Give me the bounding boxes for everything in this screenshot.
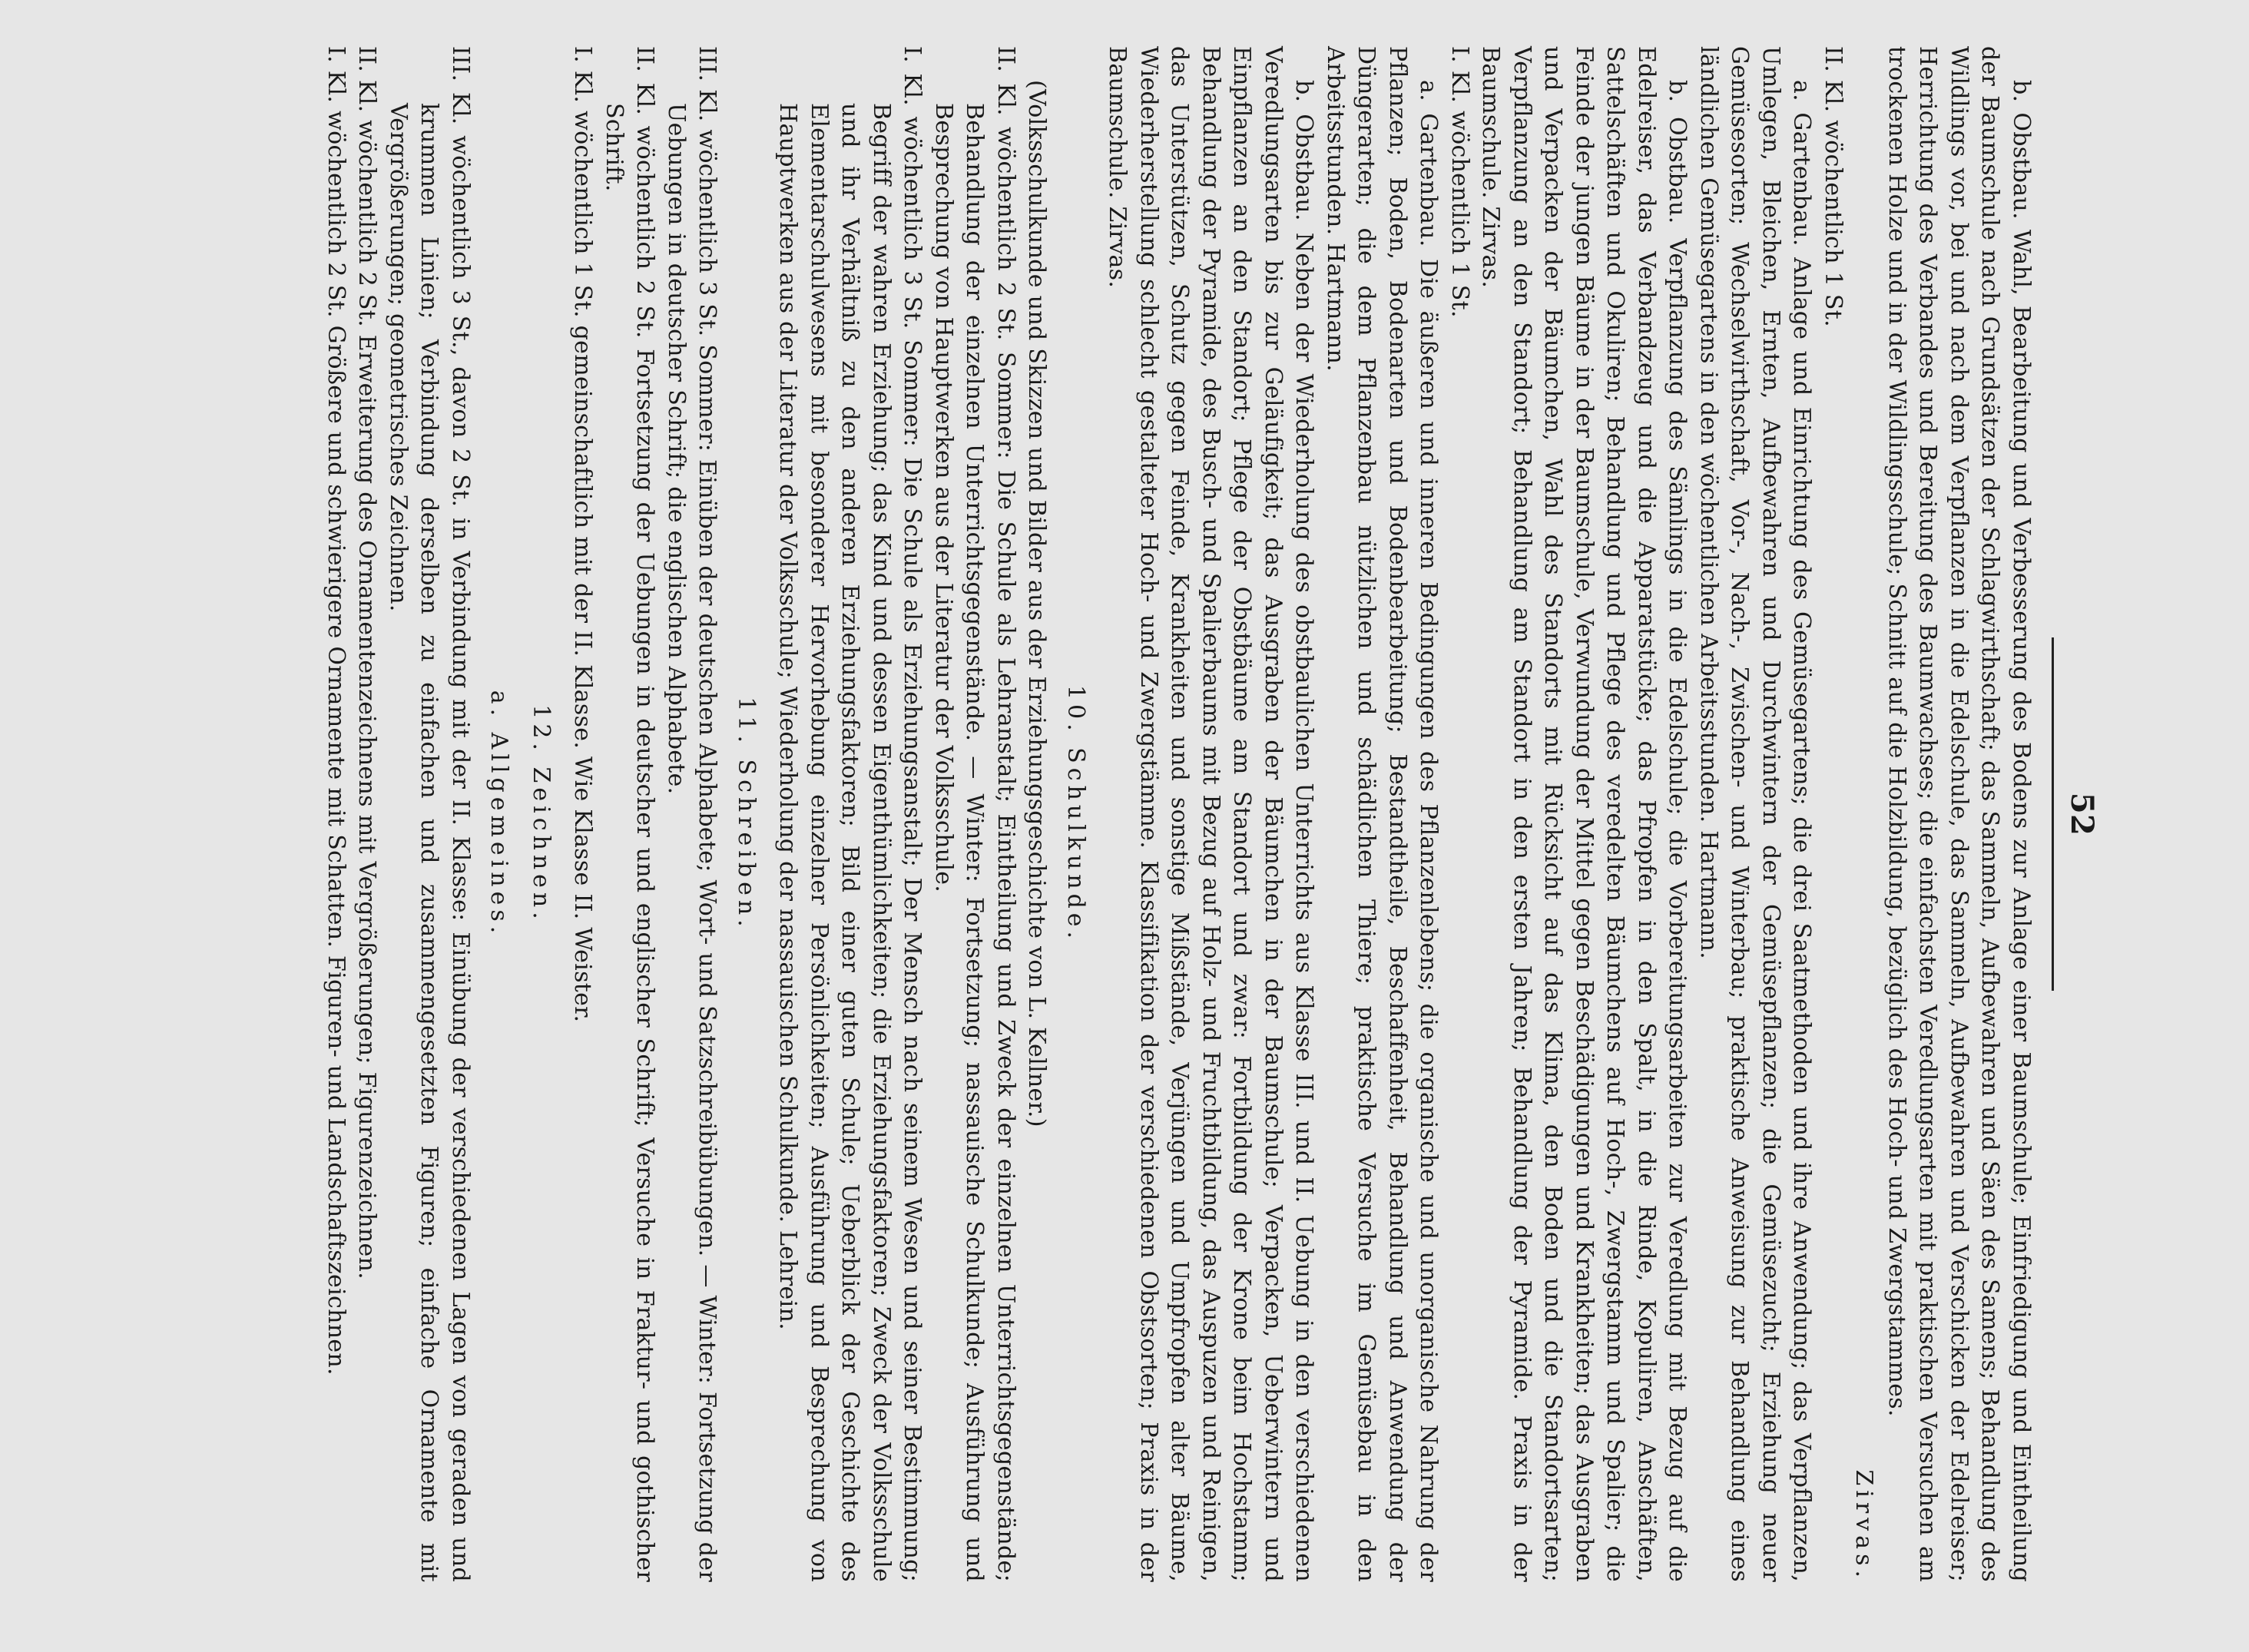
paragraph: III. Kl. wöchentlich 3 St., davon 2 St. in Verbindung mit der II. Klasse: Einübung der verschiedenen Lagen von geraden und krummen Linien; Verbindung derselben zu einfachen und zusammengesetzten Figuren; einfache Ornamente mit Vergrößerungen; geometrisches Zeichnen. xyxy=(385,46,474,1582)
paragraph: II. Kl. wöchentlich 1 St. xyxy=(1820,46,1847,327)
paragraph: III. Kl. wöchentlich 3 St. Sommer: Einüben der deutschen Alphabete; Wort- und Satzschreibübungen. — Winter: Fortsetzung der Uebungen in deutscher Schrift; die englischen Alphabete. xyxy=(663,46,721,1582)
paragraph: II. Kl. wöchentlich 2 St. Fortsetzung der Uebungen in deutscher und englischer Schrift; Versuche in Fraktur- und gothischer Schrift. xyxy=(601,46,659,1582)
section-heading: 10. Schulkunde. xyxy=(1062,684,1089,944)
paragraph: b. Obstbau. Wahl, Bearbeitung und Verbesserung des Bodens zur Anlage einer Baumschule; Einfriedigung und Eintheilung der Baumschule nach Grundsätzen der Schlagwirthschaft; das Sammeln, Aufbewahren und Säen des Samens; Behandlung des Wildlings vor, bei und nach dem Verpflanzen in die Edelschule, das Sammeln, Aufbewahren und Verschicken der Edelreiser; Herrichtung des Verbandes und Bereitung des Baumwachses; die einfachsten Veredlungsarten mit praktischen Versuchen am trockenen Holze und in der Wildlingsschule; Schnitt auf die Holzbildung, bezüglich des Hoch- und Zwergstammes. xyxy=(1883,46,2035,1582)
section-heading: 12. Zeichnen. xyxy=(528,704,555,924)
paragraph: I. Kl. wöchentlich 3 St. Sommer: Die Schule als Erziehungsanstalt; Der Mensch nach seinem Wesen und seiner Bestimmung; Begriff der wahren Erziehung; das Kind und dessen Eigenthümlichkeiten; die Erziehungsfaktoren; Zweck der Volksschule und ihr Verhältniß zu den anderen Erziehungsfaktoren; Bild einer guten Schule; Ueberblick der Geschichte des Elementarschulwesens mit besonderer Hervorhebung einzelner Persönlichkeiten; Ausführung und Besprechung von Hauptwerken aus der Literatur der Volksschule; Wiederholung der nassauischen Schulkunde. Lehrein. xyxy=(774,46,926,1582)
paragraph: II. Kl. wöchentlich 2 St. Erweiterung des Ornamentenzeichnens mit Vergrößerungen; Figurenzeichnen. xyxy=(353,46,381,1280)
paragraph: b. Obstbau. Verpflanzung des Sämlings in die Edelschule; die Vorbereitungsarbeiten zur Veredlung mit Bezug auf die Edelreiser, das Verbandzeug und die Apparatstücke; das Pfropfen in den Spalt, in die Rinde, Kopuliren, Anschäften, Sattelschäften und Okuliren; Behandlung und Pflege des veredelten Bäumchens auf Hoch-, Zwergstamm und Spalier; die Feinde der jungen Bäume in der Baumschule, Verwundung der Mittel gegen Beschädigungen und Krankheiten; das Ausgraben und Verpacken der Bäumchen, Wahl des Standorts mit Rücksicht auf das Klima, den Boden und die Standortsarten; Verpflanzung an den Standort; Behandlung am Standort in den ersten Jahren; Behandlung der Pyramide. Praxis in der Baumschule. Zirvas. xyxy=(1477,46,1691,1582)
paragraph: (Volksschulkunde und Skizzen und Bilder aus der Erziehungsgeschichte von L. Kellner.) xyxy=(1023,80,1051,1127)
page-number: 52 xyxy=(2064,792,2100,836)
author-signature: Zirvas. xyxy=(1850,1469,1878,1582)
paragraph: b. Obstbau. Neben der Wiederholung des obstbaulichen Unterrichts aus Klasse III. und II. Uebung in den verschiedenen Veredlungsarten bis zur Geläufigkeit; das Ausgraben der Bäumchen in der Baumschule; Verpacken, Ueberwintern und Einpflanzen an den Standort; Pflege der Obstbäume am Standort und zwar: Fortbildung der Krone beim Hochstamm; Behandlung der Pyramide, des Busch- und Spalierbaums mit Bezug auf Holz- und Fruchtbildung, das Auspuzen und Reinigen, das Unterstützen, Schutz gegen Feinde, Krankheiten und sonstige Mißstände, Verjüngen und Umpfropfen alter Bäume, Wiederherstellung schlecht gestalteter Hoch- und Zwergstämme. Klassifikation der verschiedenen Obstsorten; Praxis in der Baumschule. Zirvas. xyxy=(1104,46,1318,1582)
paragraph: II. Kl. wöchentlich 2 St. Sommer: Die Schule als Lehranstalt; Eintheilung und Zweck der einzelnen Unterrichtsgegenstände; Behandlung der einzelnen Unterrichtsgegenstände. — Winter: Fortsetzung; nassauische Schulkunde; Ausführung und Besprechung von Hauptwerken aus der Literatur der Volksschule. xyxy=(930,46,1019,1582)
page-number-rule xyxy=(2052,637,2054,991)
section-heading: 11. Schreiben. xyxy=(733,697,760,932)
section-heading: a. Allgemeines. xyxy=(485,690,513,939)
rotated-text-column xyxy=(323,46,2100,1582)
paragraph: I. Kl. wöchentlich 2 St. Größere und schwierigere Ornamente mit Schatten. Figuren- und Landschaftszeichnen. xyxy=(323,46,349,1376)
paragraph: a. Gartenbau. Die äußeren und inneren Bedingungen des Pflanzenlebens; die organische und unorganische Nahrung der Pflanzen; Boden, Bodenarten und Bodenbearbeitung; Bestandtheile, Beschaffenheit, Behandlung und Anwendung der Düngerarten; die dem Pflanzenbau nützlichen und schädlichen Thiere; praktische Versuche im Gemüsebau in den Arbeitsstunden. Hartmann. xyxy=(1322,46,1442,1582)
paragraph: a. Gartenbau. Anlage und Einrichtung des Gemüsegartens; die drei Saatmethoden und ihre Anwendung; das Verpflanzen, Umlegen, Bleichen, Ernten, Aufbewahren und Durchwintern der Gemüsepflanzen; die Gemüsezucht; Erziehung neuer Gemüsesorten; Wechselwirthschaft, Vor-, Nach-, Zwischen- und Winterbau; praktische Anweisung zur Behandlung eines ländlichen Gemüsegartens in den wöchentlichen Arbeitsstunden. Hartmann. xyxy=(1695,46,1816,1582)
page-body xyxy=(320,46,2037,1582)
paragraph: I. Kl. wöchentlich 1 St. gemeinschaftlich mit der II. Klasse. Wie Klasse II. Weister. xyxy=(569,46,597,1023)
paragraph: I. Kl. wöchentlich 1 St. xyxy=(1446,46,1473,318)
